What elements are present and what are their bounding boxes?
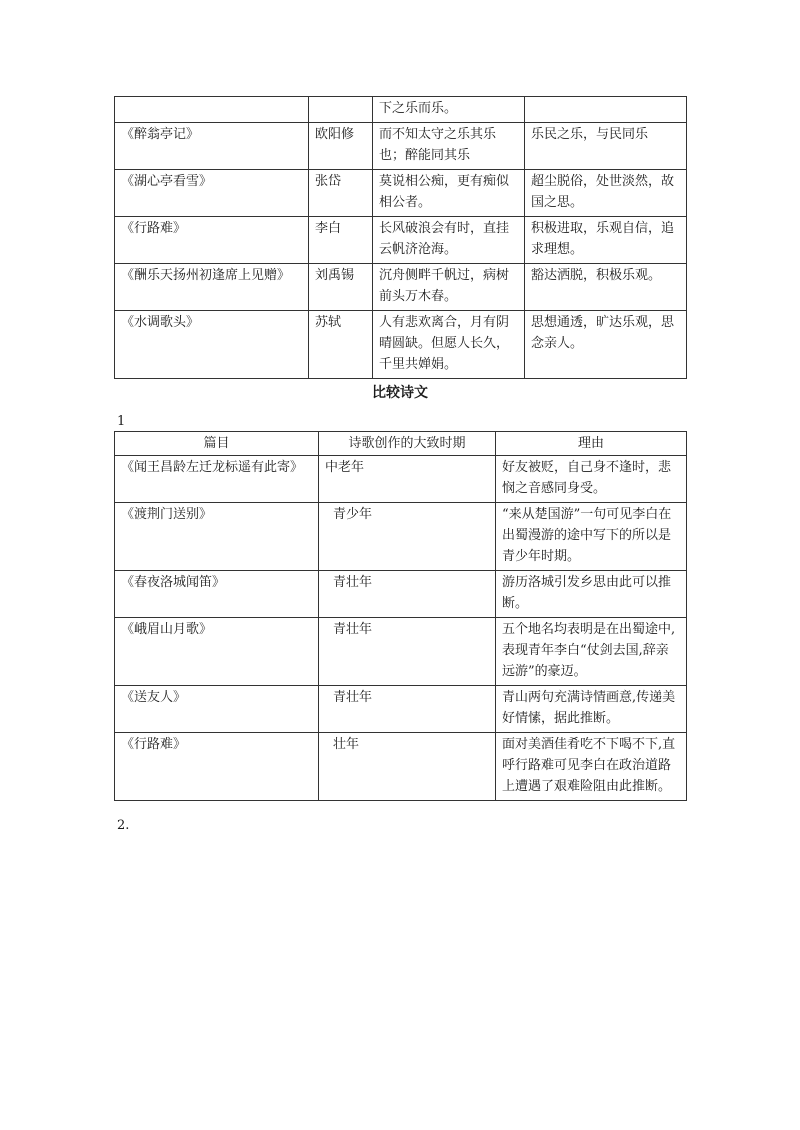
author-cell: 李白 xyxy=(309,217,373,264)
period-cell: 壮年 xyxy=(319,733,496,801)
table-row xyxy=(115,264,687,311)
table-row xyxy=(115,123,687,170)
table-row xyxy=(115,217,687,264)
theme-cell: 乐民之乐，与民同乐 xyxy=(525,123,687,170)
period-cell: 中老年 xyxy=(319,456,496,503)
column-header-period: 诗歌创作的大致时期 xyxy=(319,432,496,456)
quote-cell: 下之乐而乐。 xyxy=(373,97,525,123)
table-row xyxy=(115,571,687,618)
reason-cell: 好友被贬，自己身不逢时，悲悯之音感同身受。 xyxy=(496,456,687,503)
column-header-reason: 理由 xyxy=(496,432,687,456)
poem-title-cell: 《水调歌头》 xyxy=(115,311,309,379)
column-header-title: 篇目 xyxy=(115,432,319,456)
poem-theme-table xyxy=(114,96,687,379)
table-row xyxy=(115,456,687,503)
poem-title-cell: 《春夜洛城闻笛》 xyxy=(115,571,319,618)
poem-title-cell xyxy=(115,97,309,123)
period-cell: 青少年 xyxy=(319,503,496,571)
period-cell: 青壮年 xyxy=(319,571,496,618)
item-number: 2. xyxy=(117,818,130,833)
table-row xyxy=(115,97,687,123)
reason-cell: 面对美酒佳肴吃不下喝不下,直呼行路难可见李白在政治道路上遭遇了艰难险阻由此推断。 xyxy=(496,733,687,801)
poem-title-cell: 《渡荆门送别》 xyxy=(115,503,319,571)
quote-cell: 长风破浪会有时，直挂云帆济沧海。 xyxy=(373,217,525,264)
poem-title-cell: 《行路难》 xyxy=(115,733,319,801)
theme-cell: 豁达洒脱，积极乐观。 xyxy=(525,264,687,311)
reason-cell: 五个地名均表明是在出蜀途中,表现青年李白“仗剑去国,辞亲远游”的豪迈。 xyxy=(496,618,687,686)
table-row xyxy=(115,618,687,686)
poem-title-cell: 《闻王昌龄左迁龙标遥有此寄》 xyxy=(115,456,319,503)
author-cell xyxy=(309,97,373,123)
table-row xyxy=(115,170,687,217)
theme-cell: 思想通透，旷达乐观，思念亲人。 xyxy=(525,311,687,379)
reason-cell: 游历洛城引发乡思由此可以推断。 xyxy=(496,571,687,618)
period-cell: 青壮年 xyxy=(319,618,496,686)
author-cell: 苏轼 xyxy=(309,311,373,379)
quote-cell: 沉舟侧畔千帆过，病树前头万木春。 xyxy=(373,264,525,311)
section-title: 比较诗文 xyxy=(372,385,428,401)
author-cell: 刘禹锡 xyxy=(309,264,373,311)
author-cell: 张岱 xyxy=(309,170,373,217)
table-row xyxy=(115,733,687,801)
author-cell: 欧阳修 xyxy=(309,123,373,170)
reason-cell: “来从楚国游”一句可见李白在出蜀漫游的途中写下的所以是青少年时期。 xyxy=(496,503,687,571)
poem-title-cell: 《醉翁亭记》 xyxy=(115,123,309,170)
poem-title-cell: 《峨眉山月歌》 xyxy=(115,618,319,686)
table-row xyxy=(115,503,687,571)
quote-cell: 莫说相公痴，更有痴似相公者。 xyxy=(373,170,525,217)
poem-period-table xyxy=(114,431,687,801)
table-row xyxy=(115,311,687,379)
table-row xyxy=(115,686,687,733)
poem-title-cell: 《湖心亭看雪》 xyxy=(115,170,309,217)
item-number: 1 xyxy=(117,414,126,429)
theme-cell xyxy=(525,97,687,123)
theme-cell: 超尘脱俗，处世淡然，故国之思。 xyxy=(525,170,687,217)
poem-title-cell: 《行路难》 xyxy=(115,217,309,264)
poem-title-cell: 《酬乐天扬州初逢席上见赠》 xyxy=(115,264,309,311)
theme-cell: 积极进取，乐观自信，追求理想。 xyxy=(525,217,687,264)
table-header-row xyxy=(115,432,687,456)
quote-cell: 而不知太守之乐其乐也；醉能同其乐 xyxy=(373,123,525,170)
poem-title-cell: 《送友人》 xyxy=(115,686,319,733)
reason-cell: 青山两句充满诗情画意,传递美好情愫，据此推断。 xyxy=(496,686,687,733)
period-cell: 青壮年 xyxy=(319,686,496,733)
quote-cell: 人有悲欢离合，月有阴晴圆缺。但愿人长久，千里共婵娟。 xyxy=(373,311,525,379)
